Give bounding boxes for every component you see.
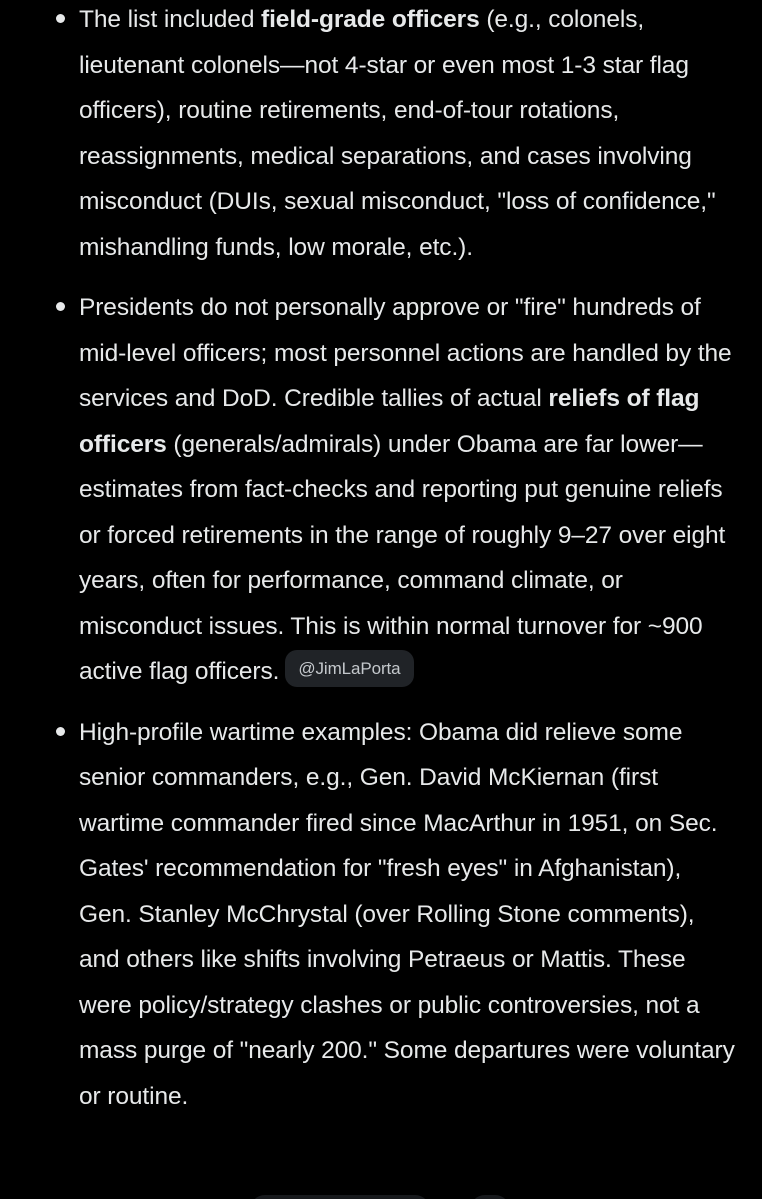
bullet-item-flag-reliefs — [0, 285, 762, 695]
bullet-text: High-profile wartime examples: Obama did relieve some senior commanders, e.g., Gen. David McKiernan (first wartime commander fired since MacArthur in 1951, on Sec. Gates' recommendation for "fresh eyes" in Afghanistan), Gen. Stanley McChrystal (over Rolling Stone comments), and others like shifts involving Petraeus or Mattis. These were policy/strategy clashes or public controversies, not a mass purge of "nearly 200." Some departures were voluntary or routine. — [79, 718, 735, 1110]
floating-action-button[interactable] — [250, 1195, 430, 1199]
source-citation-chip[interactable]: @JimLaPorta — [285, 650, 413, 687]
bullet-text: The list included — [79, 6, 262, 33]
bullet-bold-text: reliefs of flag officers — [79, 385, 700, 458]
floating-icon-button[interactable] — [470, 1195, 510, 1199]
bullet-text: (generals/admirals) under Obama are far lower—estimates from fact-checks and reporting put genuine reliefs or forced retirements in the range of roughly 9–27 over eight years, often for performance, command climate, or misconduct issues. This is within normal turnover for ~900 active flag officers. — [79, 430, 726, 685]
bullet-bold-text: field-grade officers — [261, 6, 480, 33]
bullet-text: (e.g., colonels, lieutenant colonels—not 4-star or even most 1-3 star flag officers), routine retirements, end-of-tour rotations, reassignments, medical separations, and cases involving misconduct (DUIs, sexual misconduct, "loss of confidence," mishandling funds, low morale, etc.). — [79, 6, 716, 261]
bullet-item-field-grade — [0, 0, 762, 270]
bullet-item-wartime-examples — [0, 710, 762, 1120]
bullet-text: Presidents do not personally approve or "fire" hundreds of mid-level officers; most personnel actions are handled by the services and DoD. Credible tallies of actual — [79, 294, 732, 412]
